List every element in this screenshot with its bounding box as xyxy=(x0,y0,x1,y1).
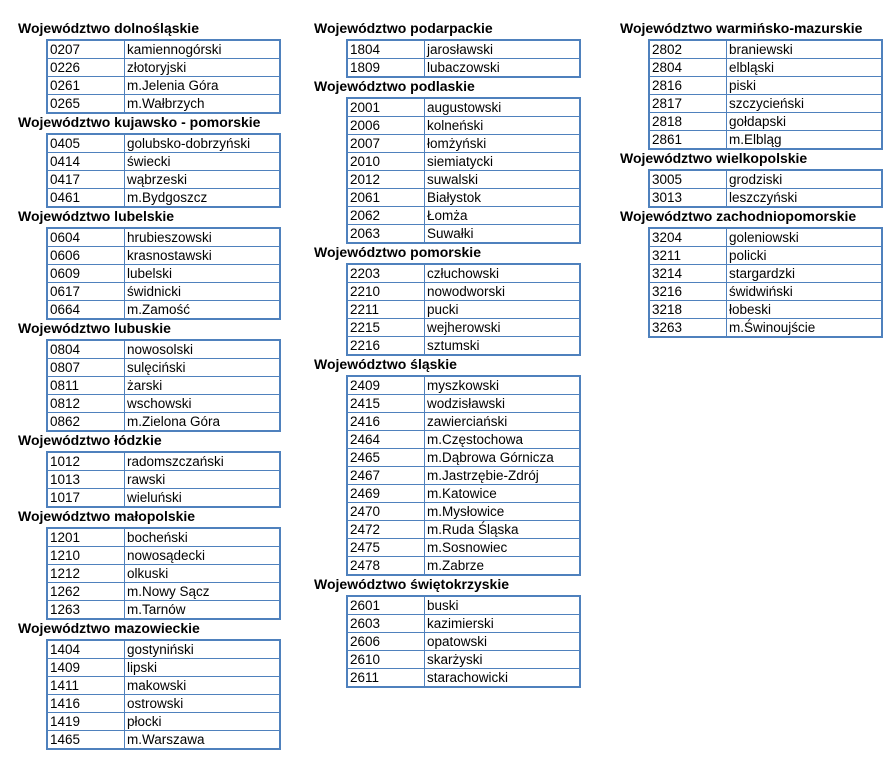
table-row xyxy=(347,40,580,59)
county-name: m.Zamość xyxy=(125,301,281,320)
county-name: sztumski xyxy=(425,337,581,356)
voivodeship-title: Województwo łódzkie xyxy=(18,432,162,448)
county-name: łobeski xyxy=(727,301,883,319)
county-name: skarżyski xyxy=(425,651,581,669)
table-row xyxy=(47,134,280,153)
county-name: pucki xyxy=(425,301,581,319)
county-code: 3013 xyxy=(649,189,727,208)
table-row xyxy=(649,283,882,301)
voivodeship-title: Województwo lubuskie xyxy=(18,320,171,336)
county-code: 2210 xyxy=(347,283,425,301)
county-code: 2416 xyxy=(347,413,425,431)
table-row xyxy=(347,117,580,135)
county-name: Suwałki xyxy=(425,225,581,244)
county-code: 2610 xyxy=(347,651,425,669)
county-name: gołdapski xyxy=(727,113,883,131)
voivodeship-title: Województwo dolnośląskie xyxy=(18,20,199,36)
county-code: 1012 xyxy=(47,452,125,471)
county-name: łomżyński xyxy=(425,135,581,153)
table-row xyxy=(347,153,580,171)
voivodeship-title: Województwo warmińsko-mazurskie xyxy=(620,20,863,36)
county-name: m.Częstochowa xyxy=(425,431,581,449)
county-name: złotoryjski xyxy=(125,59,281,77)
table-row xyxy=(649,113,882,131)
voivodeship-group xyxy=(314,20,581,78)
county-table xyxy=(648,39,883,150)
county-name: radomszczański xyxy=(125,452,281,471)
county-code: 1212 xyxy=(47,565,125,583)
county-name: leszczyński xyxy=(727,189,883,208)
county-table xyxy=(46,133,281,208)
county-code: 2215 xyxy=(347,319,425,337)
table-row xyxy=(347,207,580,225)
county-table xyxy=(346,97,581,244)
county-name: lipski xyxy=(125,659,281,677)
voivodeship-group xyxy=(314,576,581,688)
table-row xyxy=(347,669,580,688)
county-name: goleniowski xyxy=(727,228,883,247)
county-name: wąbrzeski xyxy=(125,171,281,189)
table-row xyxy=(649,265,882,283)
county-code: 1409 xyxy=(47,659,125,677)
county-code: 0417 xyxy=(47,171,125,189)
county-code: 0609 xyxy=(47,265,125,283)
county-name: opatowski xyxy=(425,633,581,651)
voivodeship-title: Województwo podlaskie xyxy=(314,78,475,94)
table-row xyxy=(347,413,580,431)
county-code: 0265 xyxy=(47,95,125,114)
voivodeship-title: Województwo świętokrzyskie xyxy=(314,576,510,592)
table-row xyxy=(347,319,580,337)
voivodeship-group xyxy=(18,620,281,750)
county-code: 0461 xyxy=(47,189,125,208)
voivodeship-title: Województwo małopolskie xyxy=(18,508,196,524)
county-name: m.Dąbrowa Górnicza xyxy=(425,449,581,467)
table-row xyxy=(347,503,580,521)
voivodeship-group xyxy=(18,114,281,208)
county-code: 1013 xyxy=(47,471,125,489)
county-code: 1404 xyxy=(47,640,125,659)
table-row xyxy=(47,377,280,395)
county-name: m.Mysłowice xyxy=(425,503,581,521)
county-code: 0812 xyxy=(47,395,125,413)
table-row xyxy=(649,59,882,77)
county-code: 3216 xyxy=(649,283,727,301)
county-code: 2804 xyxy=(649,59,727,77)
county-code: 0811 xyxy=(47,377,125,395)
county-code: 1411 xyxy=(47,677,125,695)
county-name: lubelski xyxy=(125,265,281,283)
county-code: 1017 xyxy=(47,489,125,508)
table-row xyxy=(347,431,580,449)
county-code: 2606 xyxy=(347,633,425,651)
table-row xyxy=(347,651,580,669)
table-row xyxy=(649,228,882,247)
table-row xyxy=(47,471,280,489)
county-name: Białystok xyxy=(425,189,581,207)
county-table xyxy=(648,169,883,208)
county-name: świdnicki xyxy=(125,283,281,301)
table-row xyxy=(47,95,280,114)
table-row xyxy=(47,640,280,659)
county-name: m.Tarnów xyxy=(125,601,281,620)
county-code: 2802 xyxy=(649,40,727,59)
table-row xyxy=(47,659,280,677)
table-row xyxy=(47,77,280,95)
table-row xyxy=(47,713,280,731)
county-name: wejherowski xyxy=(425,319,581,337)
table-row xyxy=(47,677,280,695)
county-name: jarosławski xyxy=(425,40,581,59)
county-name: m.Jastrzębie-Zdrój xyxy=(425,467,581,485)
county-code: 2211 xyxy=(347,301,425,319)
table-row xyxy=(47,153,280,171)
table-row xyxy=(347,521,580,539)
county-code: 2062 xyxy=(347,207,425,225)
column-1 xyxy=(18,20,281,750)
county-name: świdwiński xyxy=(727,283,883,301)
table-row xyxy=(347,283,580,301)
county-name: stargardzki xyxy=(727,265,883,283)
table-row xyxy=(347,467,580,485)
table-row xyxy=(47,547,280,565)
table-row xyxy=(649,319,882,338)
county-name: olkuski xyxy=(125,565,281,583)
county-code: 1416 xyxy=(47,695,125,713)
column-2 xyxy=(314,20,581,688)
table-row xyxy=(47,695,280,713)
voivodeship-group xyxy=(18,432,281,508)
table-row xyxy=(47,283,280,301)
table-row xyxy=(347,557,580,576)
county-code: 2415 xyxy=(347,395,425,413)
table-row xyxy=(347,98,580,117)
county-name: m.Świnoujście xyxy=(727,319,883,338)
county-code: 1419 xyxy=(47,713,125,731)
county-name: nowosądecki xyxy=(125,547,281,565)
county-code: 3263 xyxy=(649,319,727,338)
county-name: szczycieński xyxy=(727,95,883,113)
column-3 xyxy=(620,20,883,338)
table-row xyxy=(47,528,280,547)
voivodeship-title: Województwo zachodniopomorskie xyxy=(620,208,857,224)
county-name: ostrowski xyxy=(125,695,281,713)
county-name: makowski xyxy=(125,677,281,695)
county-code: 1809 xyxy=(347,59,425,78)
county-code: 2007 xyxy=(347,135,425,153)
county-table xyxy=(46,451,281,508)
table-row xyxy=(347,539,580,557)
county-code: 2467 xyxy=(347,467,425,485)
county-code: 2203 xyxy=(347,264,425,283)
table-row xyxy=(47,247,280,265)
table-row xyxy=(347,376,580,395)
county-code: 2006 xyxy=(347,117,425,135)
voivodeship-group xyxy=(314,244,581,356)
county-name: sulęciński xyxy=(125,359,281,377)
voivodeship-group xyxy=(18,208,281,320)
county-name: m.Ruda Śląska xyxy=(425,521,581,539)
county-name: płocki xyxy=(125,713,281,731)
county-code: 0414 xyxy=(47,153,125,171)
table-row xyxy=(347,301,580,319)
table-row xyxy=(47,395,280,413)
table-row xyxy=(649,247,882,265)
county-name: m.Nowy Sącz xyxy=(125,583,281,601)
county-name: braniewski xyxy=(727,40,883,59)
county-name: siemiatycki xyxy=(425,153,581,171)
county-name: człuchowski xyxy=(425,264,581,283)
county-code: 3204 xyxy=(649,228,727,247)
table-row xyxy=(347,189,580,207)
voivodeship-group xyxy=(620,150,883,208)
county-code: 2216 xyxy=(347,337,425,356)
table-row xyxy=(47,413,280,432)
county-code: 2063 xyxy=(347,225,425,244)
county-name: kolneński xyxy=(425,117,581,135)
voivodeship-group xyxy=(314,356,581,576)
county-name: suwalski xyxy=(425,171,581,189)
voivodeship-title: Województwo lubelskie xyxy=(18,208,175,224)
table-row xyxy=(347,596,580,615)
county-name: myszkowski xyxy=(425,376,581,395)
county-code: 3214 xyxy=(649,265,727,283)
county-code: 3218 xyxy=(649,301,727,319)
county-code: 0261 xyxy=(47,77,125,95)
county-name: m.Jelenia Góra xyxy=(125,77,281,95)
county-code: 2475 xyxy=(347,539,425,557)
table-row xyxy=(649,40,882,59)
county-name: m.Wałbrzych xyxy=(125,95,281,114)
county-code: 2472 xyxy=(347,521,425,539)
county-code: 0606 xyxy=(47,247,125,265)
county-name: kamiennogórski xyxy=(125,40,281,59)
county-name: golubsko-dobrzyński xyxy=(125,134,281,153)
table-row xyxy=(47,59,280,77)
county-name: Łomża xyxy=(425,207,581,225)
county-table xyxy=(46,39,281,114)
county-code: 1201 xyxy=(47,528,125,547)
county-name: kazimierski xyxy=(425,615,581,633)
county-table xyxy=(46,639,281,750)
county-name: świecki xyxy=(125,153,281,171)
table-row xyxy=(47,359,280,377)
county-name: starachowicki xyxy=(425,669,581,688)
table-row xyxy=(47,40,280,59)
table-row xyxy=(347,485,580,503)
county-name: m.Zielona Góra xyxy=(125,413,281,432)
county-code: 2465 xyxy=(347,449,425,467)
table-row xyxy=(347,615,580,633)
table-row xyxy=(347,337,580,356)
county-name: piski xyxy=(727,77,883,95)
table-row xyxy=(347,395,580,413)
county-code: 2469 xyxy=(347,485,425,503)
county-name: buski xyxy=(425,596,581,615)
county-name: wieluński xyxy=(125,489,281,508)
voivodeship-title: Województwo śląskie xyxy=(314,356,457,372)
county-code: 2816 xyxy=(649,77,727,95)
county-name: grodziski xyxy=(727,170,883,189)
county-table xyxy=(346,263,581,356)
county-code: 1465 xyxy=(47,731,125,750)
voivodeship-group xyxy=(18,20,281,114)
county-code: 0804 xyxy=(47,340,125,359)
table-row xyxy=(649,170,882,189)
county-name: m.Elbląg xyxy=(727,131,883,150)
voivodeship-group xyxy=(18,320,281,432)
county-code: 1262 xyxy=(47,583,125,601)
county-name: augustowski xyxy=(425,98,581,117)
county-name: gostyniński xyxy=(125,640,281,659)
county-name: elbląski xyxy=(727,59,883,77)
voivodeship-title: Województwo kujawsko - pomorskie xyxy=(18,114,261,130)
table-row xyxy=(649,95,882,113)
table-row xyxy=(649,77,882,95)
county-name: m.Warszawa xyxy=(125,731,281,750)
county-table xyxy=(346,375,581,576)
voivodeship-title: Województwo podarpackie xyxy=(314,20,493,36)
voivodeship-title: Województwo mazowieckie xyxy=(18,620,200,636)
county-code: 2861 xyxy=(649,131,727,150)
county-name: m.Zabrze xyxy=(425,557,581,576)
voivodeship-title: Województwo wielkopolskie xyxy=(620,150,808,166)
county-code: 2010 xyxy=(347,153,425,171)
county-name: lubaczowski xyxy=(425,59,581,78)
county-code: 2818 xyxy=(649,113,727,131)
table-row xyxy=(347,449,580,467)
county-code: 2464 xyxy=(347,431,425,449)
table-row xyxy=(47,583,280,601)
table-row xyxy=(347,264,580,283)
county-code: 0405 xyxy=(47,134,125,153)
table-row xyxy=(347,171,580,189)
table-row xyxy=(47,228,280,247)
county-code: 2603 xyxy=(347,615,425,633)
voivodeship-group xyxy=(620,20,883,150)
county-code: 2601 xyxy=(347,596,425,615)
county-table xyxy=(346,39,581,78)
county-code: 3005 xyxy=(649,170,727,189)
table-row xyxy=(347,633,580,651)
county-code: 2817 xyxy=(649,95,727,113)
county-code: 1210 xyxy=(47,547,125,565)
table-row xyxy=(649,301,882,319)
table-row xyxy=(47,301,280,320)
county-table xyxy=(648,227,883,338)
county-code: 2470 xyxy=(347,503,425,521)
county-name: nowodworski xyxy=(425,283,581,301)
county-code: 1804 xyxy=(347,40,425,59)
county-code: 0664 xyxy=(47,301,125,320)
county-name: policki xyxy=(727,247,883,265)
table-row xyxy=(47,171,280,189)
county-code: 0226 xyxy=(47,59,125,77)
county-name: nowosolski xyxy=(125,340,281,359)
table-row xyxy=(47,340,280,359)
table-row xyxy=(347,59,580,78)
county-name: zawierciański xyxy=(425,413,581,431)
county-code: 2061 xyxy=(347,189,425,207)
table-row xyxy=(47,265,280,283)
county-code: 2409 xyxy=(347,376,425,395)
table-row xyxy=(649,189,882,208)
table-row xyxy=(47,189,280,208)
voivodeship-title: Województwo pomorskie xyxy=(314,244,481,260)
county-code: 1263 xyxy=(47,601,125,620)
county-name: hrubieszowski xyxy=(125,228,281,247)
table-row xyxy=(47,731,280,750)
table-row xyxy=(347,135,580,153)
county-name: żarski xyxy=(125,377,281,395)
county-name: rawski xyxy=(125,471,281,489)
county-code: 2012 xyxy=(347,171,425,189)
county-name: m.Bydgoszcz xyxy=(125,189,281,208)
county-name: wodzisławski xyxy=(425,395,581,413)
table-row xyxy=(47,565,280,583)
county-code: 2001 xyxy=(347,98,425,117)
county-table xyxy=(46,227,281,320)
table-row xyxy=(47,601,280,620)
county-table xyxy=(346,595,581,688)
county-code: 0807 xyxy=(47,359,125,377)
county-name: krasnostawski xyxy=(125,247,281,265)
county-name: wschowski xyxy=(125,395,281,413)
county-name: bocheński xyxy=(125,528,281,547)
voivodeship-group xyxy=(314,78,581,244)
table-row xyxy=(347,225,580,244)
county-code: 0207 xyxy=(47,40,125,59)
voivodeship-group xyxy=(620,208,883,338)
county-code: 3211 xyxy=(649,247,727,265)
county-code: 0862 xyxy=(47,413,125,432)
table-row xyxy=(47,489,280,508)
county-table xyxy=(46,339,281,432)
table-row xyxy=(47,452,280,471)
county-code: 2478 xyxy=(347,557,425,576)
county-code: 2611 xyxy=(347,669,425,688)
county-code: 0617 xyxy=(47,283,125,301)
county-name: m.Sosnowiec xyxy=(425,539,581,557)
county-table xyxy=(46,527,281,620)
voivodeship-group xyxy=(18,508,281,620)
table-row xyxy=(649,131,882,150)
county-name: m.Katowice xyxy=(425,485,581,503)
county-code: 0604 xyxy=(47,228,125,247)
